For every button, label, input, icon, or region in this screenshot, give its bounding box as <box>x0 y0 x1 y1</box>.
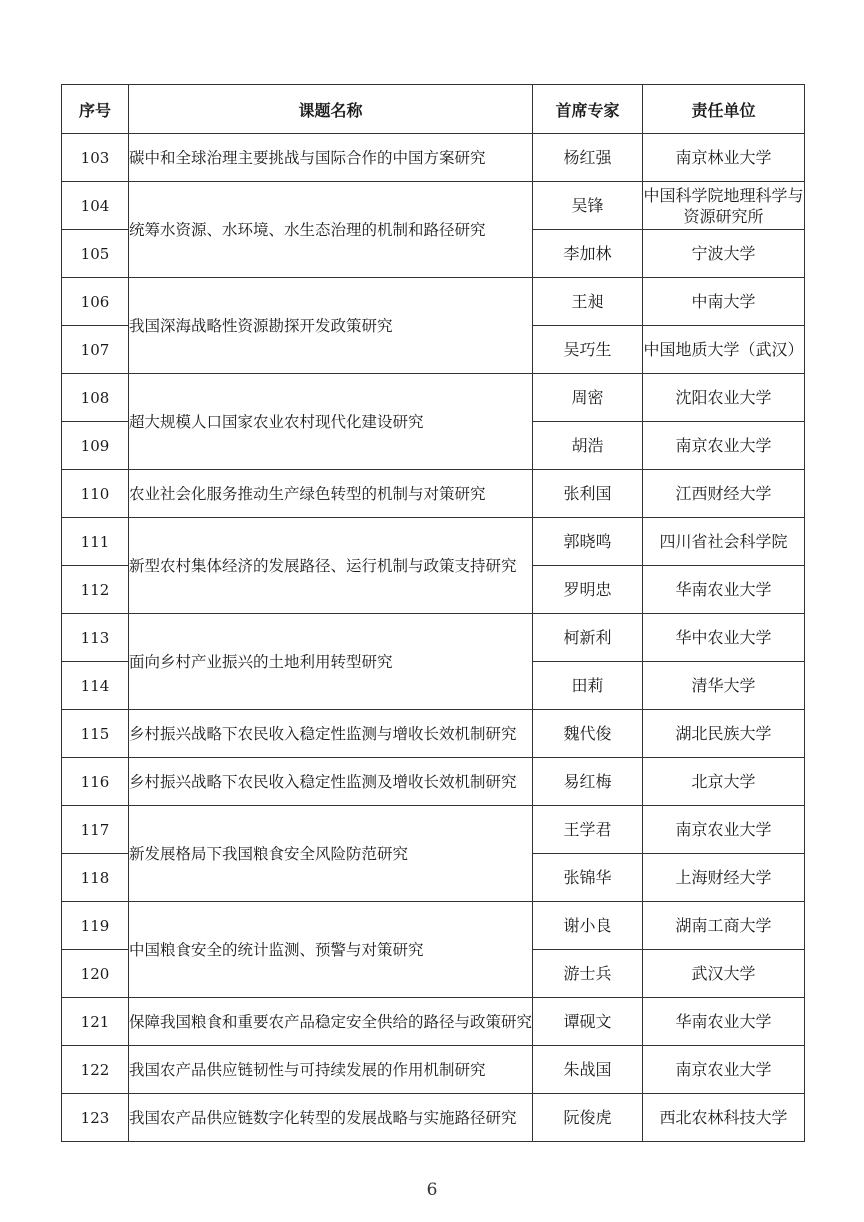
responsible-unit: 华中农业大学 <box>643 614 805 662</box>
topic-name: 碳中和全球治理主要挑战与国际合作的中国方案研究 <box>129 134 533 182</box>
header-topic: 课题名称 <box>129 85 533 134</box>
project-table <box>61 84 805 1142</box>
row-number: 111 <box>62 518 129 566</box>
chief-expert: 罗明忠 <box>533 566 643 614</box>
responsible-unit: 中国地质大学（武汉） <box>643 326 805 374</box>
row-number: 103 <box>62 134 129 182</box>
topic-name: 农业社会化服务推动生产绿色转型的机制与对策研究 <box>129 470 533 518</box>
topic-name: 我国农产品供应链韧性与可持续发展的作用机制研究 <box>129 1046 533 1094</box>
table-row <box>62 806 805 854</box>
chief-expert: 柯新利 <box>533 614 643 662</box>
row-number: 114 <box>62 662 129 710</box>
responsible-unit: 中国科学院地理科学与资源研究所 <box>643 182 805 230</box>
topic-name: 乡村振兴战略下农民收入稳定性监测与增收长效机制研究 <box>129 710 533 758</box>
chief-expert: 胡浩 <box>533 422 643 470</box>
table-row <box>62 470 805 518</box>
responsible-unit: 华南农业大学 <box>643 566 805 614</box>
table-row <box>62 614 805 662</box>
chief-expert: 王学君 <box>533 806 643 854</box>
topic-name: 保障我国粮食和重要农产品稳定安全供给的路径与政策研究 <box>129 998 533 1046</box>
table-row <box>62 1046 805 1094</box>
topic-name: 新型农村集体经济的发展路径、运行机制与政策支持研究 <box>129 518 533 614</box>
table-row <box>62 710 805 758</box>
row-number: 109 <box>62 422 129 470</box>
row-number: 115 <box>62 710 129 758</box>
chief-expert: 张锦华 <box>533 854 643 902</box>
row-number: 118 <box>62 854 129 902</box>
row-number: 113 <box>62 614 129 662</box>
responsible-unit: 沈阳农业大学 <box>643 374 805 422</box>
responsible-unit: 中南大学 <box>643 278 805 326</box>
chief-expert: 郭晓鸣 <box>533 518 643 566</box>
chief-expert: 谭砚文 <box>533 998 643 1046</box>
chief-expert: 魏代俊 <box>533 710 643 758</box>
topic-name: 统筹水资源、水环境、水生态治理的机制和路径研究 <box>129 182 533 278</box>
chief-expert: 李加林 <box>533 230 643 278</box>
table-row <box>62 1094 805 1142</box>
table-row <box>62 902 805 950</box>
responsible-unit: 南京农业大学 <box>643 1046 805 1094</box>
chief-expert: 阮俊虎 <box>533 1094 643 1142</box>
responsible-unit: 南京农业大学 <box>643 422 805 470</box>
table-row <box>62 758 805 806</box>
table-row <box>62 518 805 566</box>
chief-expert: 田莉 <box>533 662 643 710</box>
row-number: 110 <box>62 470 129 518</box>
responsible-unit: 南京农业大学 <box>643 806 805 854</box>
responsible-unit: 四川省社会科学院 <box>643 518 805 566</box>
row-number: 122 <box>62 1046 129 1094</box>
table-row <box>62 278 805 326</box>
chief-expert: 周密 <box>533 374 643 422</box>
header-expert: 首席专家 <box>533 85 643 134</box>
responsible-unit: 武汉大学 <box>643 950 805 998</box>
topic-name: 超大规模人口国家农业农村现代化建设研究 <box>129 374 533 470</box>
table-row <box>62 374 805 422</box>
topic-name: 我国深海战略性资源勘探开发政策研究 <box>129 278 533 374</box>
responsible-unit: 上海财经大学 <box>643 854 805 902</box>
topic-name: 新发展格局下我国粮食安全风险防范研究 <box>129 806 533 902</box>
row-number: 108 <box>62 374 129 422</box>
chief-expert: 吴锋 <box>533 182 643 230</box>
topic-name: 我国农产品供应链数字化转型的发展战略与实施路径研究 <box>129 1094 533 1142</box>
row-number: 121 <box>62 998 129 1046</box>
chief-expert: 吴巧生 <box>533 326 643 374</box>
row-number: 123 <box>62 1094 129 1142</box>
chief-expert: 张利国 <box>533 470 643 518</box>
row-number: 120 <box>62 950 129 998</box>
responsible-unit: 湖北民族大学 <box>643 710 805 758</box>
row-number: 116 <box>62 758 129 806</box>
responsible-unit: 西北农林科技大学 <box>643 1094 805 1142</box>
responsible-unit: 南京林业大学 <box>643 134 805 182</box>
row-number: 107 <box>62 326 129 374</box>
chief-expert: 王昶 <box>533 278 643 326</box>
responsible-unit: 湖南工商大学 <box>643 902 805 950</box>
responsible-unit: 北京大学 <box>643 758 805 806</box>
table-row <box>62 998 805 1046</box>
row-number: 106 <box>62 278 129 326</box>
topic-name: 乡村振兴战略下农民收入稳定性监测及增收长效机制研究 <box>129 758 533 806</box>
topic-name: 中国粮食安全的统计监测、预警与对策研究 <box>129 902 533 998</box>
responsible-unit: 华南农业大学 <box>643 998 805 1046</box>
chief-expert: 杨红强 <box>533 134 643 182</box>
row-number: 117 <box>62 806 129 854</box>
responsible-unit: 清华大学 <box>643 662 805 710</box>
table-header-row <box>62 85 805 134</box>
responsible-unit: 江西财经大学 <box>643 470 805 518</box>
table-row <box>62 134 805 182</box>
header-unit: 责任单位 <box>643 85 805 134</box>
page-number: 6 <box>426 1180 438 1200</box>
row-number: 104 <box>62 182 129 230</box>
table-row <box>62 182 805 230</box>
row-number: 119 <box>62 902 129 950</box>
row-number: 105 <box>62 230 129 278</box>
header-index: 序号 <box>62 85 129 134</box>
chief-expert: 谢小良 <box>533 902 643 950</box>
chief-expert: 朱战国 <box>533 1046 643 1094</box>
topic-name: 面向乡村产业振兴的土地利用转型研究 <box>129 614 533 710</box>
row-number: 112 <box>62 566 129 614</box>
responsible-unit: 宁波大学 <box>643 230 805 278</box>
chief-expert: 易红梅 <box>533 758 643 806</box>
chief-expert: 游士兵 <box>533 950 643 998</box>
